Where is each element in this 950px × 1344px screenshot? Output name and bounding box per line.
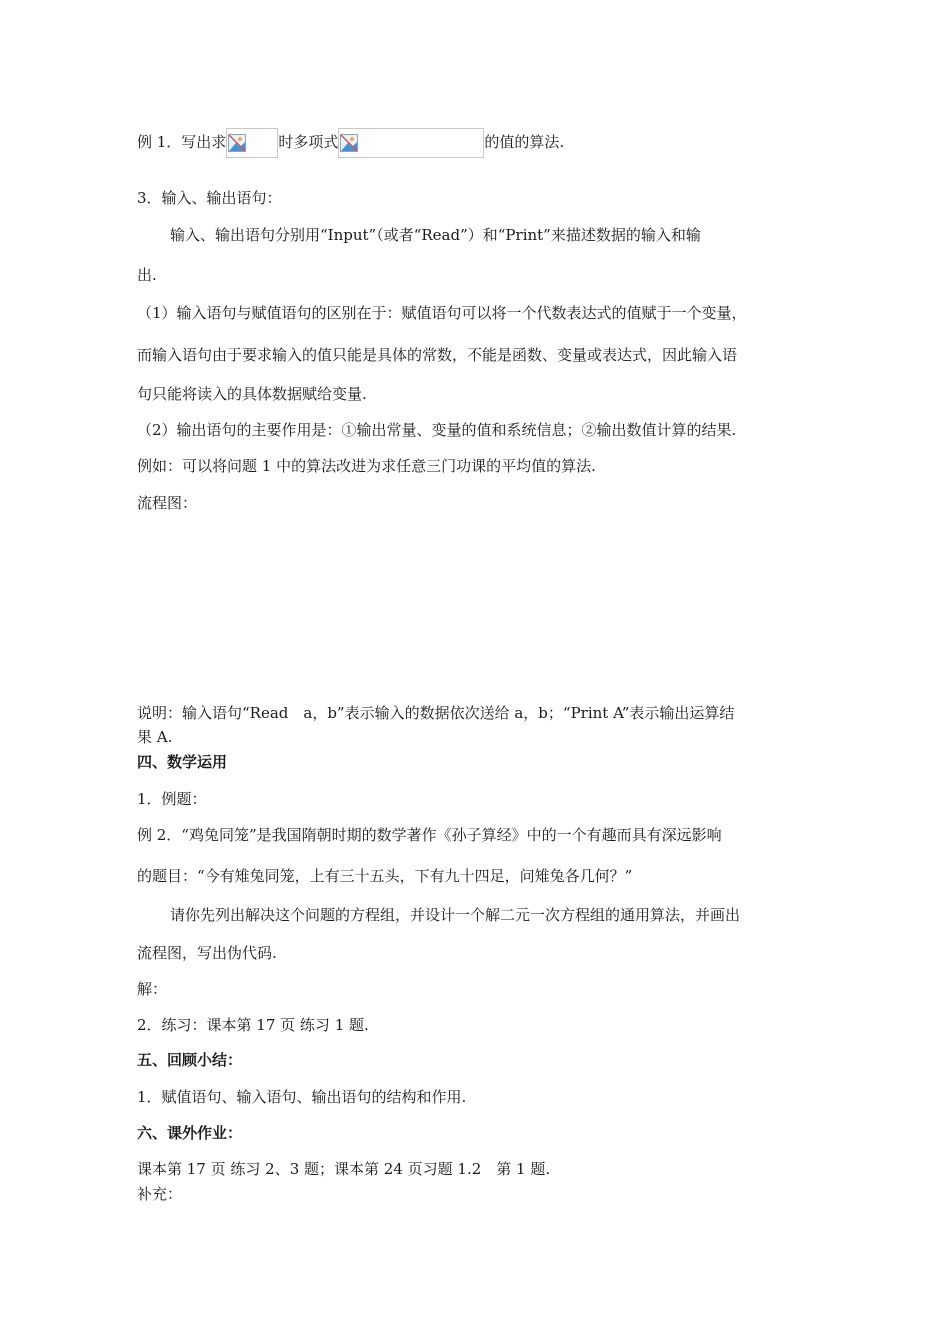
section4-heading: 四、数学运用 xyxy=(137,753,228,771)
section3-example: 例如：可以将问题 1 中的算法改进为求任意三门功课的平均值的算法. xyxy=(137,457,596,475)
section3-intro-line2: 出. xyxy=(137,266,157,284)
broken-image-icon xyxy=(228,134,246,152)
example1-text-3: 的值的算法. xyxy=(484,133,565,151)
example1-line xyxy=(137,128,564,158)
example1-text-1: 例 1．写出求 xyxy=(137,133,227,151)
flowchart-label: 流程图： xyxy=(137,494,198,512)
practice-line: 2．练习：课本第 17 页 练习 1 题. xyxy=(137,1016,369,1034)
example2-line1: 例 2．“鸡兔同笼”是我国隋朝时期的数学著作《孙子算经》中的一个有趣而具有深远影响 xyxy=(137,826,722,844)
section5-item1: 1．赋值语句、输入语句、输出语句的结构和作用. xyxy=(137,1088,467,1106)
example1-text-2: 时多项式 xyxy=(278,133,339,151)
section3-intro-line1: 输入、输出语句分别用“Input”（或者“Read”）和“Print”来描述数据的输入和输 xyxy=(170,226,701,244)
section3-point1-line3: 句只能将读入的具体数据赋给变量. xyxy=(137,385,367,403)
solution-label: 解： xyxy=(137,980,168,998)
example2-line3: 请你先列出解决这个问题的方程组，并设计一个解二元一次方程组的通用算法，并画出 xyxy=(170,906,741,924)
section5-heading: 五、回顾小结： xyxy=(137,1051,243,1069)
section4-sub1: 1．例题： xyxy=(137,790,207,808)
section3-heading: 3．输入、输出语句： xyxy=(137,189,282,207)
example2-line4: 流程图，写出伪代码. xyxy=(137,944,277,962)
note-line2: 果 A. xyxy=(137,728,173,746)
section3-point1-line1: （1）输入语句与赋值语句的区别在于：赋值语句可以将一个代数表达式的值赋于一个变量， xyxy=(137,304,747,322)
note-line1: 说明：输入语句“Read a，b”表示输入的数据依次送给 a，b；“Print A”表示输出运算结 xyxy=(137,704,735,722)
formula-image-x-value xyxy=(226,128,278,158)
supplement-label: 补充： xyxy=(137,1185,183,1203)
broken-image-icon xyxy=(340,134,358,152)
formula-image-polynomial xyxy=(338,128,484,158)
homework-line: 课本第 17 页 练习 2、3 题；课本第 24 页习题 1.2 第 1 题. xyxy=(137,1160,551,1178)
example2-line2: 的题目：“今有雉兔同笼，上有三十五头，下有九十四足，问雉兔各几何？” xyxy=(137,867,633,885)
section3-point2: （2）输出语句的主要作用是：①输出常量、变量的值和系统信息；②输出数值计算的结果. xyxy=(137,421,737,439)
section6-heading: 六、课外作业： xyxy=(137,1124,243,1142)
section3-point1-line2: 而输入语句由于要求输入的值只能是具体的常数，不能是函数、变量或表达式，因此输入语 xyxy=(137,346,738,364)
